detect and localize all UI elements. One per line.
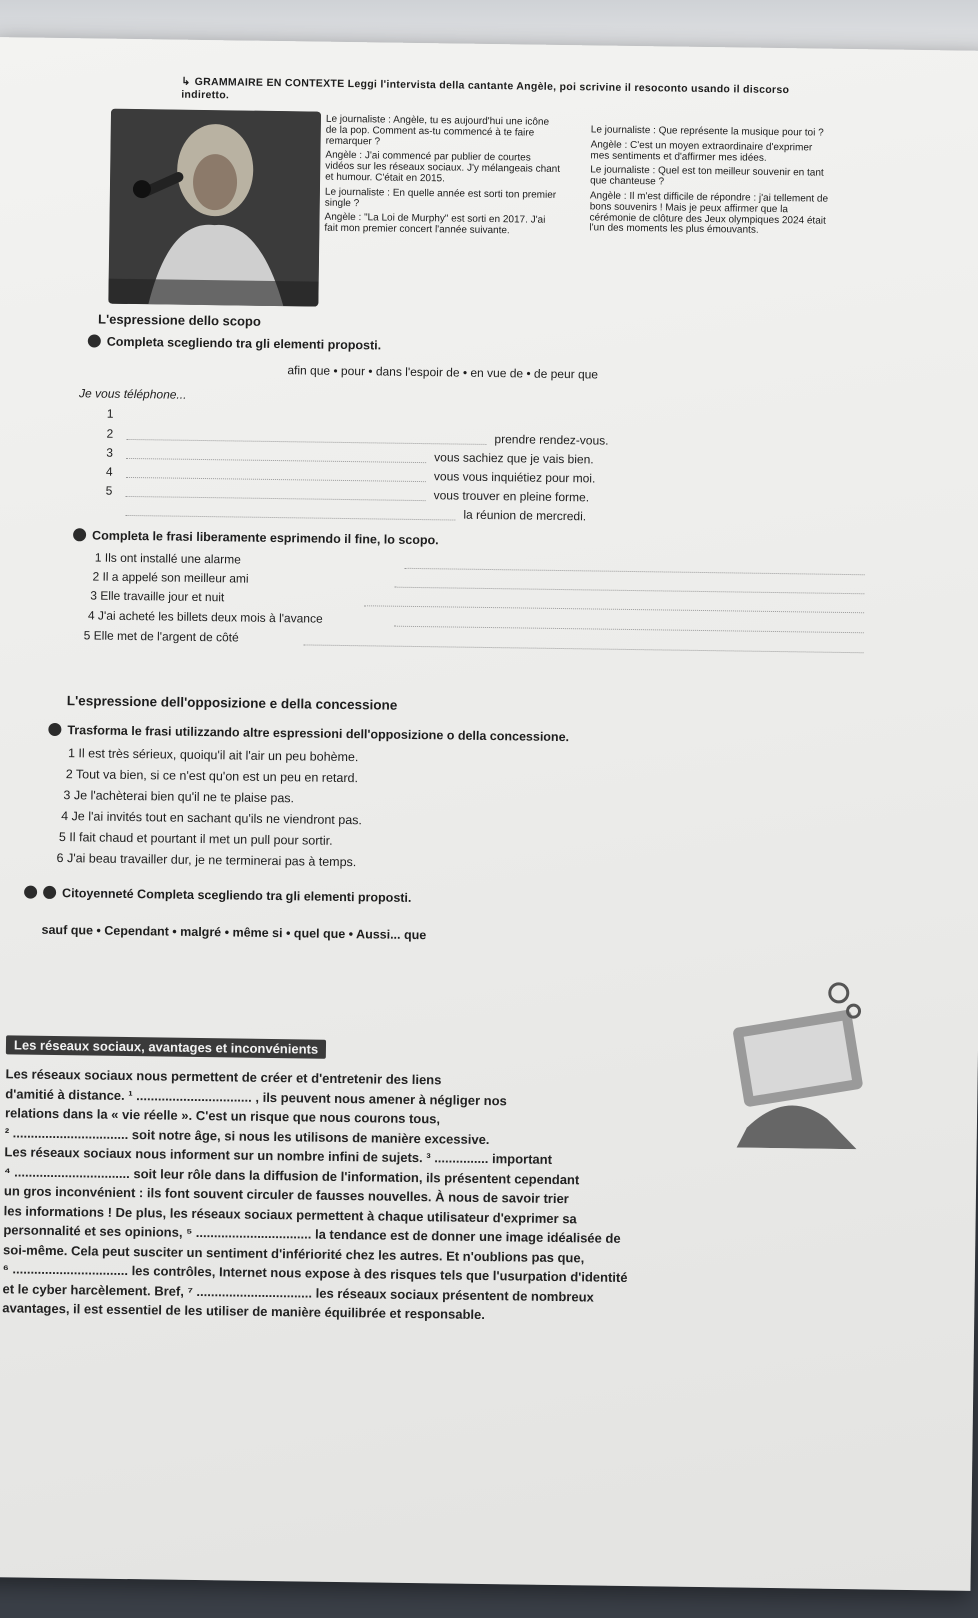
exercise-number-icon <box>73 528 86 541</box>
answer-line[interactable] <box>304 644 864 653</box>
answer-line[interactable] <box>394 587 864 595</box>
interview-line: Angèle : Il m'est difficile de répondre : j'ai tellement de bons souvenirs ! Mais je peux affirmer que la cérémonie de clôture des Jeux olympiques 2024 était l'un des moments les plus émouvants. <box>589 190 829 237</box>
citizenship-icon <box>43 886 56 899</box>
exercise-4-instruction: Citoyenneté Completa scegliendo tra gli elementi proposti. <box>24 886 412 905</box>
section-title-opposition: L'espressione dell'opposizione e della concessione <box>66 693 398 713</box>
exercise-1-instruction: Completa scegliendo tra gli elementi proposti. <box>88 334 382 352</box>
interview-line: Angèle : C'est un moyen extraordinaire d'exprimer mes sentiments et d'affirmer mes idées. <box>590 139 813 164</box>
text-line: les informations ! De plus, les réseaux sociaux permettent à chaque utilisateur d'exprimer sa <box>3 1202 577 1226</box>
text-line: Les réseaux sociaux nous permettent de créer et d'entretenir des liens <box>5 1066 442 1088</box>
interview-line: Le journaliste : En quelle année est sorti ton premier single ? <box>324 186 557 209</box>
exercise-1-item-number: 1 <box>106 406 114 421</box>
header-instruction: GRAMMAIRE EN CONTEXTE Leggi l'intervista della cantante Angèle, poi scrivine il resoconto usando il discorso indiretto. <box>181 75 790 102</box>
section-title-purpose: L'espressione dello scopo <box>98 311 261 329</box>
exercise-3-item: 2 Tout va bien, si ce n'est qu'on est un peu en retard. <box>65 767 359 786</box>
social-media-illustration <box>717 977 879 1149</box>
exercise-3-item: 1 Il est très sérieux, quoiqu'il ait l'air un peu bohème. <box>67 746 359 765</box>
exercise-1-item-tail: vous vous inquiétiez pour moi. <box>433 469 596 486</box>
exercise-1-lead: Je vous téléphone... <box>78 386 187 402</box>
exercise-header <box>181 76 821 111</box>
exercise-2-instruction: Completa le frasi liberamente esprimendo il fine, lo scopo. <box>73 528 439 547</box>
exercise-3-item: 6 J'ai beau travailler dur, je ne terminerai pas à temps. <box>56 851 357 870</box>
text-banner: Les réseaux sociaux, avantages et inconvénients <box>6 1035 326 1058</box>
exercise-1-item-number: 4 <box>105 464 113 479</box>
answer-line[interactable] <box>126 458 426 463</box>
exercise-1-item-tail: prendre rendez-vous. <box>494 432 609 448</box>
exercise-2-item: 4 J'ai acheté les billets deux mois à l'avance <box>87 608 323 626</box>
text-line: un gros inconvénient : ils font souvent circuler de fausses nouvelles. À nous de savoir trier <box>3 1183 569 1207</box>
exercise-3-instruction: Trasforma le frasi utilizzando altre espressioni dell'opposizione o della concessione. <box>48 723 569 744</box>
text-line: d'amitié à distance. ¹ ................................ , ils peuvent nous amener à négliger nos <box>5 1085 507 1108</box>
worksheet-page <box>0 37 978 1591</box>
exercise-3-item: 4 Je l'ai invités tout en sachant qu'ils ne viendront pas. <box>61 809 363 828</box>
text-line: personnalité et ses opinions, ⁵ ................................ la tendance est de donner une image idéalisée de <box>3 1222 621 1246</box>
text-line: relations dans la « vie réelle ». C'est un risque que nous courons tous, <box>4 1105 441 1127</box>
text-line: ⁴ ................................ soit leur rôle dans la diffusion de l'information, ils présentent cependant <box>4 1163 580 1187</box>
answer-line[interactable] <box>405 568 865 575</box>
exercise-1-item-number: 3 <box>106 445 114 460</box>
exercise-2-item: 3 Elle travaille jour et nuit <box>90 588 225 605</box>
exercise-2-item: 2 Il a appelé son meilleur ami <box>92 569 249 586</box>
exercise-1-options: afin que • pour • dans l'espoir de • en vue de • de peur que <box>287 363 599 382</box>
answer-line[interactable] <box>394 626 864 634</box>
exercise-2-item: 5 Elle met de l'argent de côté <box>83 628 239 645</box>
arrow-icon: ↳ <box>181 75 191 88</box>
text-line: ² ................................ soit notre âge, si nous les utilisons de manière excessive. <box>4 1124 490 1147</box>
exercise-1-item-number: 5 <box>105 483 113 498</box>
exercise-2-item: 1 Ils ont installé une alarme <box>94 550 241 567</box>
text-line: avantages, il est essentiel de les utiliser de manière équilibrée et responsable. <box>2 1300 486 1323</box>
interview-line: Angèle : "La Loi de Murphy" est sorti en 2017. J'ai fait mon premier concert l'année suivante. <box>324 212 546 237</box>
exercise-1-item-tail: vous sachiez que je vais bien. <box>434 450 594 467</box>
exercise-number-icon <box>48 723 61 736</box>
answer-line[interactable] <box>364 605 864 613</box>
exercise-number-icon <box>24 886 37 899</box>
answer-line[interactable] <box>126 477 426 482</box>
exercise-1-item-tail: la réunion de mercredi. <box>463 507 587 524</box>
interview-line: Le journaliste : Que représente la musique pour toi ? <box>590 124 824 139</box>
interview-line: Le journaliste : Quel est ton meilleur souvenir en tant que chanteuse ? <box>590 164 824 188</box>
interview-line: Le journaliste : Angèle, tu es aujourd'hui une icône de la pop. Comment as-tu commencé à te faire remarquer ? <box>325 113 550 148</box>
answer-line[interactable] <box>126 439 486 445</box>
interview-column-left <box>324 115 561 242</box>
answer-line[interactable] <box>126 496 426 501</box>
exercise-3-item: 5 Il fait chaud et pourtant il met un pull pour sortir. <box>58 830 333 848</box>
exercise-4-options: sauf que • Cependant • malgré • même si • quel que • Aussi... que <box>41 922 427 943</box>
interview-line: Angèle : J'ai commencé par publier de courtes vidéos sur les réseaux sociaux. J'y mélangeais chant et humour. C'était en 2015. <box>325 150 561 185</box>
text-line: soi-même. Cela peut susciter un sentiment d'infériorité chez les autres. Et n'oublions pas que, <box>3 1241 585 1265</box>
interview-column-right <box>589 125 831 242</box>
exercise-1-item-number: 2 <box>106 426 114 441</box>
text-line: ⁶ ................................ les contrôles, Internet nous expose à des risques tels que l'usurpation d'identité <box>2 1261 628 1286</box>
text-line: et le cyber harcèlement. Bref, ⁷ ................................ les réseaux sociaux présentent de nombreux <box>2 1280 594 1305</box>
singer-photo <box>108 109 321 307</box>
exercise-3-item: 3 Je l'achèterai bien qu'il ne te plaise pas. <box>63 788 295 806</box>
text-line: Les réseaux sociaux nous informent sur un nombre infini de sujets. ³ ............... important <box>4 1144 553 1167</box>
answer-line[interactable] <box>125 515 455 521</box>
exercise-number-icon <box>88 334 101 347</box>
social-media-text <box>2 1064 725 1328</box>
exercise-1-item-tail: vous trouver en pleine forme. <box>433 488 590 505</box>
